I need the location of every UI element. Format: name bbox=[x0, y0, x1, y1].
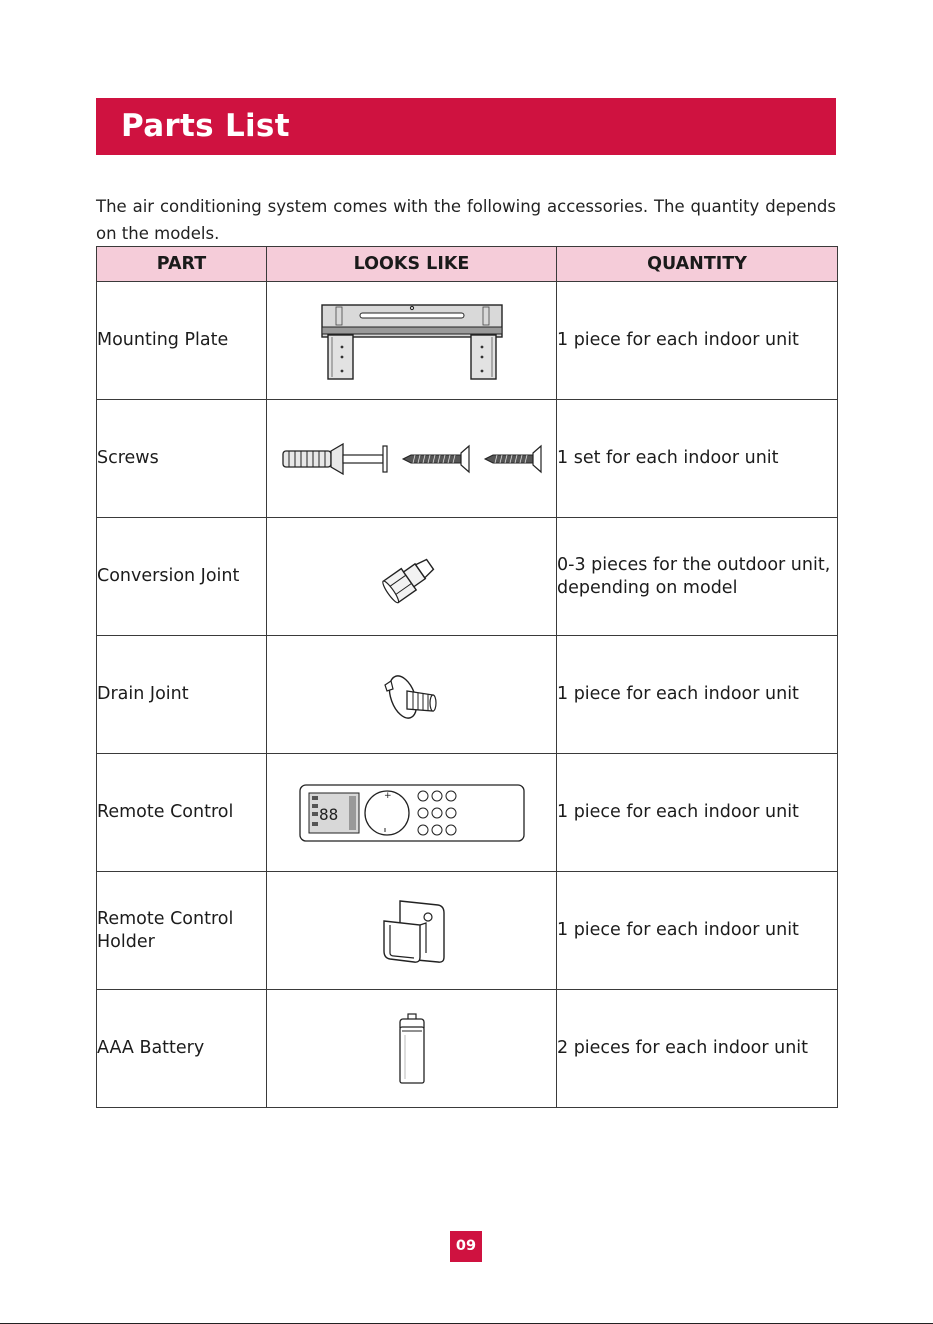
part-image bbox=[267, 400, 557, 518]
table-row bbox=[97, 636, 838, 754]
svg-text:88: 88 bbox=[318, 804, 338, 824]
page-number: 09 bbox=[450, 1231, 482, 1262]
parts-table bbox=[96, 246, 838, 1108]
table-row bbox=[97, 990, 838, 1108]
quantity-text: 1 piece for each indoor unit bbox=[557, 872, 838, 990]
remote-control-icon bbox=[299, 784, 525, 842]
conversion-joint-icon bbox=[380, 548, 444, 606]
mounting-plate-icon bbox=[320, 301, 504, 381]
part-image bbox=[267, 282, 557, 400]
column-header-quantity: QUANTITY bbox=[557, 247, 838, 282]
column-header-part: PART bbox=[97, 247, 267, 282]
table-row bbox=[97, 400, 838, 518]
table-row bbox=[97, 872, 838, 990]
column-header-looks-like: LOOKS LIKE bbox=[267, 247, 557, 282]
part-name: Mounting Plate bbox=[97, 282, 267, 400]
table-header-row bbox=[97, 247, 838, 282]
part-name: AAA Battery bbox=[97, 990, 267, 1108]
page-title: Parts List bbox=[121, 108, 290, 144]
part-name: Screws bbox=[97, 400, 267, 518]
remote-control-holder-icon bbox=[376, 895, 448, 967]
quantity-text: 1 set for each indoor unit bbox=[557, 400, 838, 518]
part-image bbox=[267, 872, 557, 990]
part-image bbox=[267, 990, 557, 1108]
svg-text:+: + bbox=[383, 790, 392, 801]
table-row bbox=[97, 518, 838, 636]
table-row bbox=[97, 282, 838, 400]
part-image bbox=[267, 636, 557, 754]
quantity-text: 1 piece for each indoor unit bbox=[557, 636, 838, 754]
part-name: Drain Joint bbox=[97, 636, 267, 754]
screws-icon bbox=[281, 442, 543, 476]
part-name: Remote Control Holder bbox=[97, 872, 267, 990]
part-name: Conversion Joint bbox=[97, 518, 267, 636]
title-banner bbox=[96, 98, 836, 155]
drain-joint-icon bbox=[381, 667, 443, 723]
intro-text: The air conditioning system comes with the following accessories. The quantity depends on the models. bbox=[96, 196, 836, 243]
quantity-text: 1 piece for each indoor unit bbox=[557, 282, 838, 400]
quantity-text: 0-3 pieces for the outdoor unit, depending on model bbox=[557, 518, 838, 636]
quantity-text: 2 pieces for each indoor unit bbox=[557, 990, 838, 1108]
part-image bbox=[267, 518, 557, 636]
table-row bbox=[97, 754, 838, 872]
part-image bbox=[267, 754, 557, 872]
aaa-battery-icon bbox=[397, 1013, 427, 1085]
part-name: Remote Control bbox=[97, 754, 267, 872]
quantity-text: 1 piece for each indoor unit bbox=[557, 754, 838, 872]
